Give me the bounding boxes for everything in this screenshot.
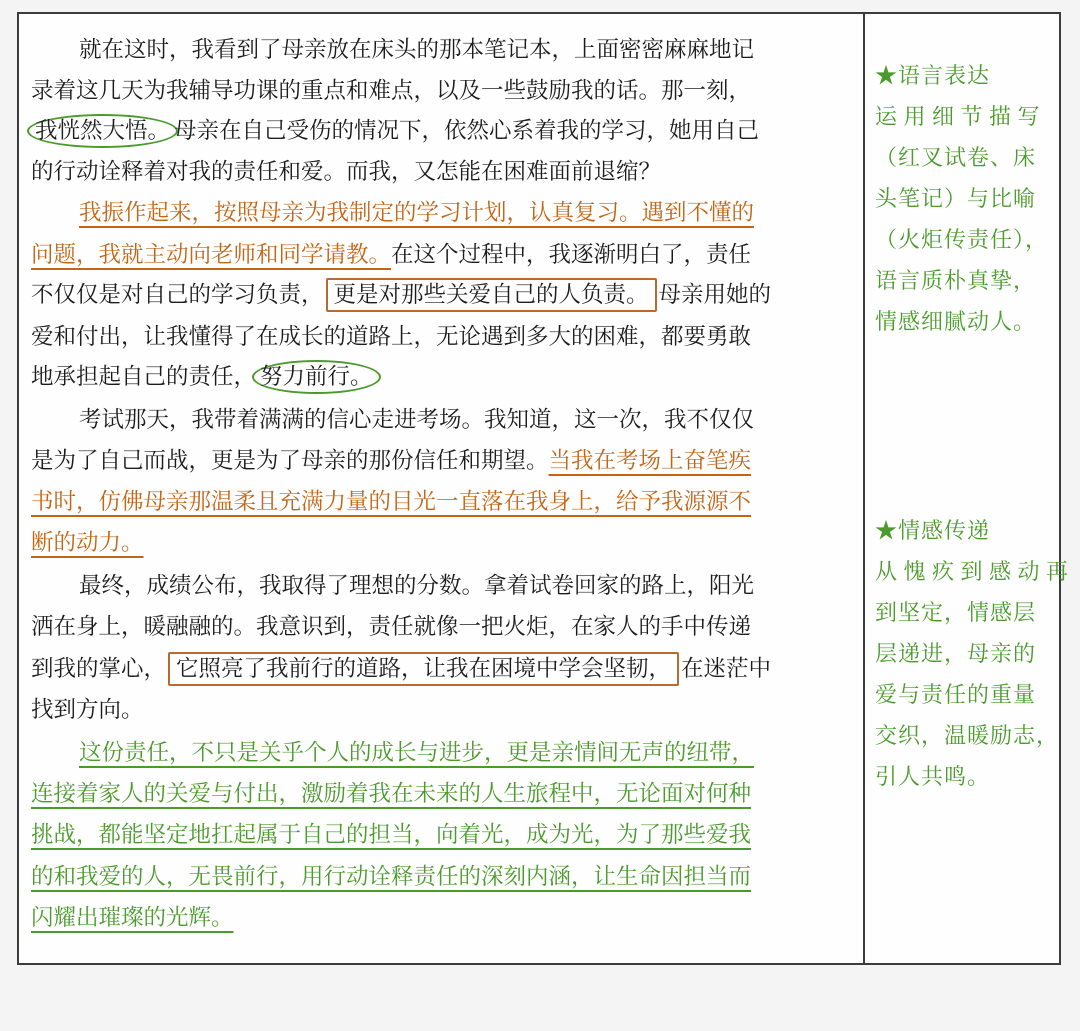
- essay-line: [31, 816, 751, 854]
- column-divider: [863, 14, 865, 963]
- essay-line: [31, 72, 751, 110]
- commentary-line: 交织，温暖励志，: [875, 724, 1060, 749]
- orange-underlined-text: 当我在考场上奋笔疾: [548, 448, 752, 474]
- essay-text: 找到方向。: [31, 697, 144, 723]
- commentary-heading: ★语言表达: [875, 64, 991, 89]
- essay-text: 最终，成绩公布，我取得了理想的分数。拿着试卷回家的路上，阳光: [79, 573, 755, 599]
- essay-line: [31, 194, 754, 232]
- essay-text: 在迷茫中: [681, 656, 772, 682]
- boxed-text: 更是对那些关爱自己的人负责。: [326, 278, 657, 312]
- essay-line: [31, 358, 377, 396]
- essay-line: [31, 112, 759, 150]
- circled-text: 努力前行。: [252, 360, 381, 394]
- essay-line: [31, 608, 751, 646]
- essay-text: 的行动诠释着对我的责任和爱。而我，又怎能在困难面前退缩？: [31, 159, 662, 185]
- essay-line: [31, 899, 234, 937]
- orange-underlined-text: 问题，我就主动向老师和同学请教。: [31, 242, 392, 268]
- green-underlined-text: 这份责任，不只是关乎个人的成长与进步，更是亲情间无声的纽带，: [79, 740, 755, 766]
- essay-line: [31, 650, 771, 688]
- essay-line: [31, 734, 754, 772]
- essay-line: [31, 236, 751, 274]
- commentary-line: （红叉试卷、床: [875, 146, 1037, 171]
- commentary-line: 到坚定，情感层: [875, 601, 1037, 626]
- essay-text: 在这个过程中，我逐渐明白了，责任: [391, 242, 752, 268]
- circled-text: 我恍然大悟。: [27, 114, 178, 148]
- essay-line: [31, 31, 754, 69]
- commentary-line: 语言质朴真挚，: [875, 269, 1037, 294]
- orange-underlined-text: 我振作起来，按照母亲为我制定的学习计划，认真复习。遇到不懂的: [79, 200, 755, 226]
- essay-table: [17, 12, 1075, 965]
- essay-line: [31, 401, 754, 439]
- commentary-line: 从愧疚到感动再: [875, 560, 1075, 585]
- essay-text: 不仅仅是对自己的学习负责，: [31, 282, 324, 308]
- essay-line: [31, 691, 144, 729]
- commentary-line: 头笔记）与比喻: [875, 187, 1037, 212]
- green-underlined-text: 连接着家人的关爱与付出，激励着我在未来的人生旅程中，无论面对何种: [31, 781, 752, 807]
- essay-line: [31, 153, 661, 191]
- essay-line: [31, 858, 751, 896]
- essay-text: 到我的掌心，: [31, 656, 167, 682]
- green-underlined-text: 闪耀出璀璨的光辉。: [31, 905, 234, 931]
- essay-text: 考试那天，我带着满满的信心走进考场。我知道，这一次，我不仅仅: [79, 407, 755, 433]
- commentary-line: 层递进，母亲的: [875, 642, 1037, 667]
- essay-line: [31, 775, 751, 813]
- essay-line: [31, 442, 751, 480]
- essay-text: 地承担起自己的责任，: [31, 364, 257, 390]
- essay-text: 爱和付出，让我懂得了在成长的道路上，无论遇到多大的困难，都要勇敢: [31, 324, 752, 350]
- essay-line: [31, 567, 754, 605]
- commentary-line: （火炬传责任），: [875, 228, 1049, 253]
- commentary-line: 爱与责任的重量: [875, 683, 1037, 708]
- green-underlined-text: 的和我爱的人，无畏前行，用行动诠释责任的深刻内涵，让生命因担当而: [31, 864, 752, 890]
- commentary-line: 运用细节描写: [875, 105, 1047, 130]
- essay-text: 母亲在自己受伤的情况下，依然心系着我的学习，她用自己: [174, 118, 760, 144]
- essay-text: 是为了自己而战，更是为了母亲的那份信任和期望。: [31, 448, 549, 474]
- green-underlined-text: 挑战，都能坚定地扛起属于自己的担当，向着光，成为光，为了那些爱我: [31, 822, 752, 848]
- essay-line: [31, 483, 751, 521]
- orange-underlined-text: 断的动力。: [31, 530, 144, 556]
- commentary-line: 引人共鸣。: [875, 765, 991, 790]
- essay-text: 就在这时，我看到了母亲放在床头的那本笔记本，上面密密麻麻地记: [79, 37, 755, 63]
- essay-line: [31, 524, 144, 562]
- commentary-heading: ★情感传递: [875, 519, 991, 544]
- essay-text: 洒在身上，暖融融的。我意识到，责任就像一把火炬，在家人的手中传递: [31, 614, 752, 640]
- commentary-line: 情感细腻动人。: [875, 310, 1037, 335]
- essay-line: [31, 276, 771, 314]
- essay-text: 录着这几天为我辅导功课的重点和难点，以及一些鼓励我的话。那一刻，: [31, 78, 752, 104]
- orange-underlined-text: 书时，仿佛母亲那温柔且充满力量的目光一直落在我身上，给予我源源不: [31, 489, 752, 515]
- essay-line: [31, 318, 751, 356]
- boxed-text: 它照亮了我前行的道路，让我在困境中学会坚韧，: [168, 652, 679, 686]
- essay-text: 母亲用她的: [658, 282, 772, 308]
